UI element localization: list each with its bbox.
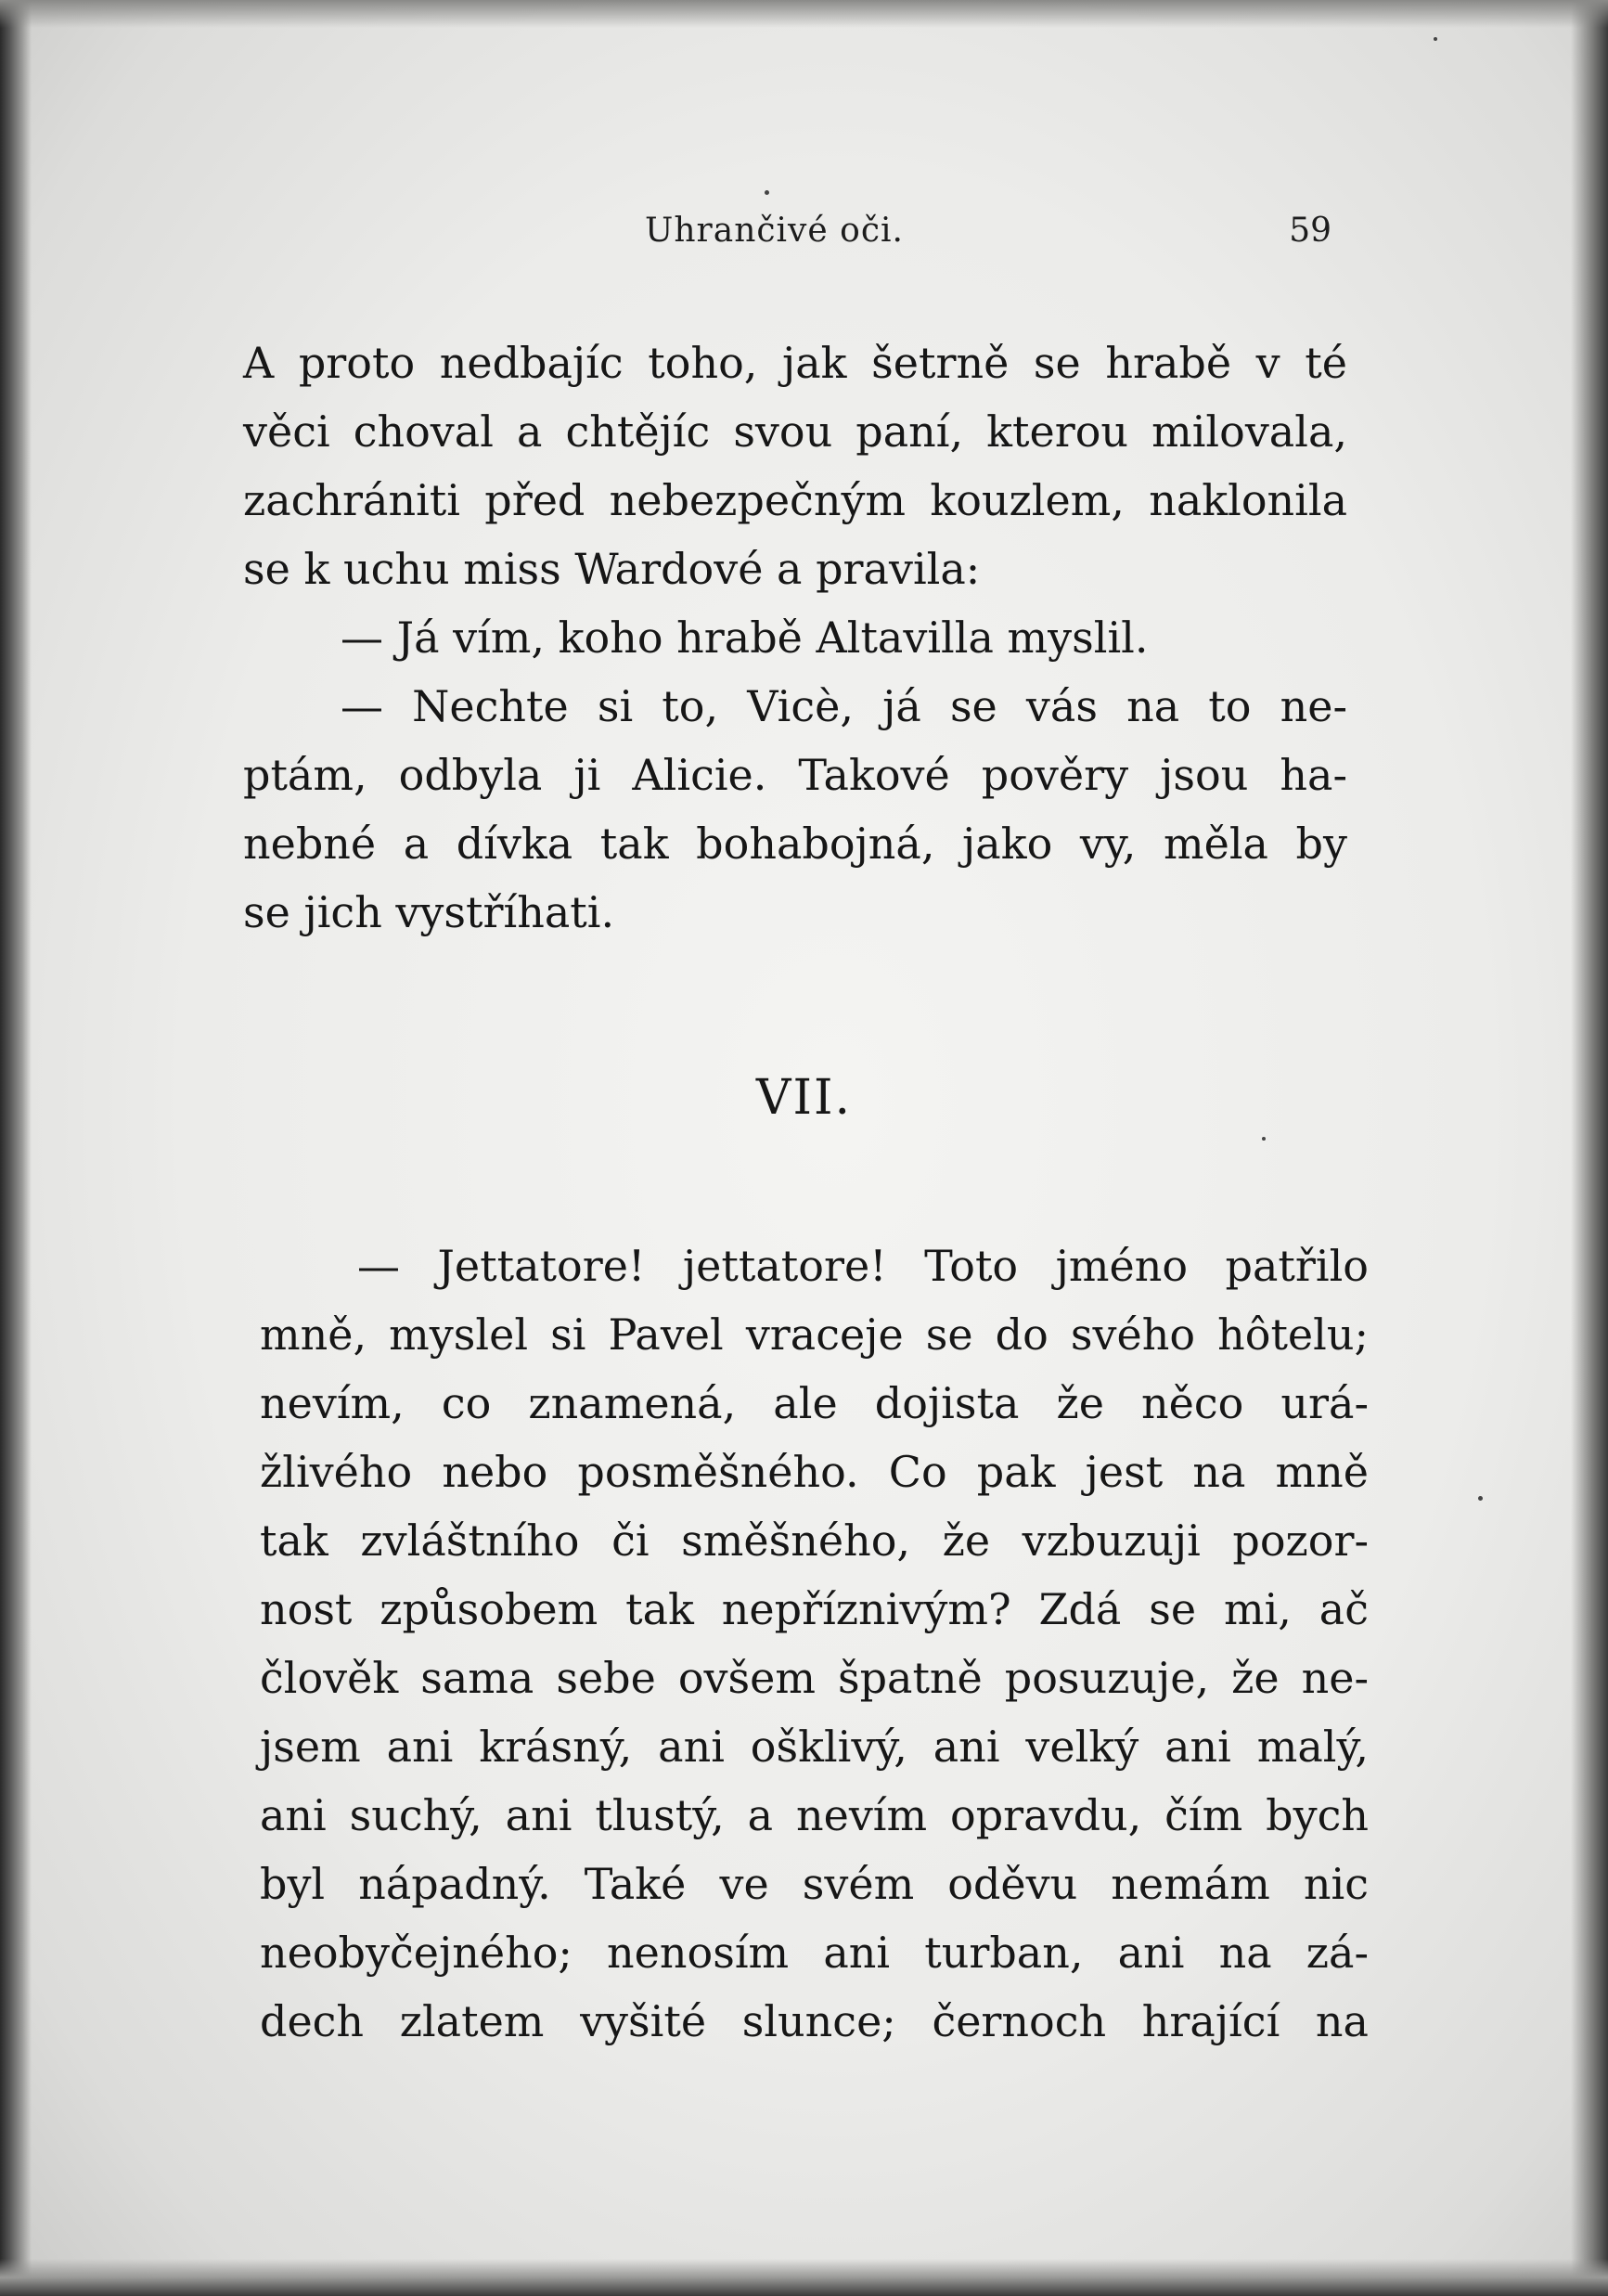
text-line: zachrániti před nebezpečným kouzlem, naklonila [243, 475, 1347, 525]
text-line: mně, myslel si Pavel vraceje se do svého hôtelu; [260, 1309, 1369, 1360]
text-line: člověk sama sebe ovšem špatně posuzuje, že ne- [260, 1653, 1369, 1703]
running-head-title: Uhrančivé oči. [645, 212, 904, 250]
chapter-heading: VII. [755, 1070, 853, 1126]
text-line: dech zlatem vyšité slunce; černoch hrající na [260, 1996, 1369, 2046]
print-speck [1478, 1496, 1483, 1501]
text-line: nevím, co znamená, ale dojista že něco urá- [260, 1378, 1369, 1428]
text-line: — Nechte si to, Vicè, já se vás na to ne- [341, 681, 1347, 731]
text-line: — Jettatore! jettatore! Toto jméno patřilo [357, 1241, 1369, 1291]
page-edge-left [0, 0, 32, 2296]
text-line: tak zvláštního či směšného, že vzbuzuji pozor- [260, 1516, 1369, 1566]
page-edge-right [1571, 0, 1608, 2296]
section-1-text [243, 329, 1347, 947]
text-line: žlivého nebo posměšného. Co pak jest na mně [260, 1447, 1369, 1497]
print-speck [1434, 37, 1437, 41]
print-speck [765, 190, 769, 195]
text-line: byl nápadný. Také ve svém oděvu nemám nic [260, 1859, 1369, 1909]
page-edge-top [0, 0, 1608, 28]
running-header [251, 212, 1331, 267]
page-number: 59 [1289, 212, 1331, 250]
text-line: A proto nedbajíc toho, jak šetrně se hrabě v té [243, 338, 1347, 388]
text-line: jsem ani krásný, ani ošklivý, ani velký ani malý, [260, 1722, 1369, 1772]
text-line: — Já vím, koho hrabě Altavilla myslil. [341, 613, 1149, 663]
print-speck [1262, 1137, 1266, 1141]
text-line: nost způsobem tak nepříznivým? Zdá se mi, ač [260, 1584, 1369, 1634]
text-line: se jich vystříhati. [243, 887, 615, 937]
section-2-text [260, 1232, 1369, 2056]
page-edge-bottom [0, 2259, 1608, 2296]
text-line: ani suchý, ani tlustý, a nevím opravdu, čím bych [260, 1790, 1369, 1840]
text-line: nebné a dívka tak bohabojná, jako vy, měla by [243, 819, 1347, 869]
text-line: neobyčejného; nenosím ani turban, ani na zá- [260, 1928, 1369, 1978]
text-line: ptám, odbyla ji Alicie. Takové pověry jsou ha- [243, 750, 1347, 800]
text-line: se k uchu miss Wardové a pravila: [243, 544, 981, 594]
text-line: věci choval a chtějíc svou paní, kterou milovala, [243, 406, 1347, 457]
